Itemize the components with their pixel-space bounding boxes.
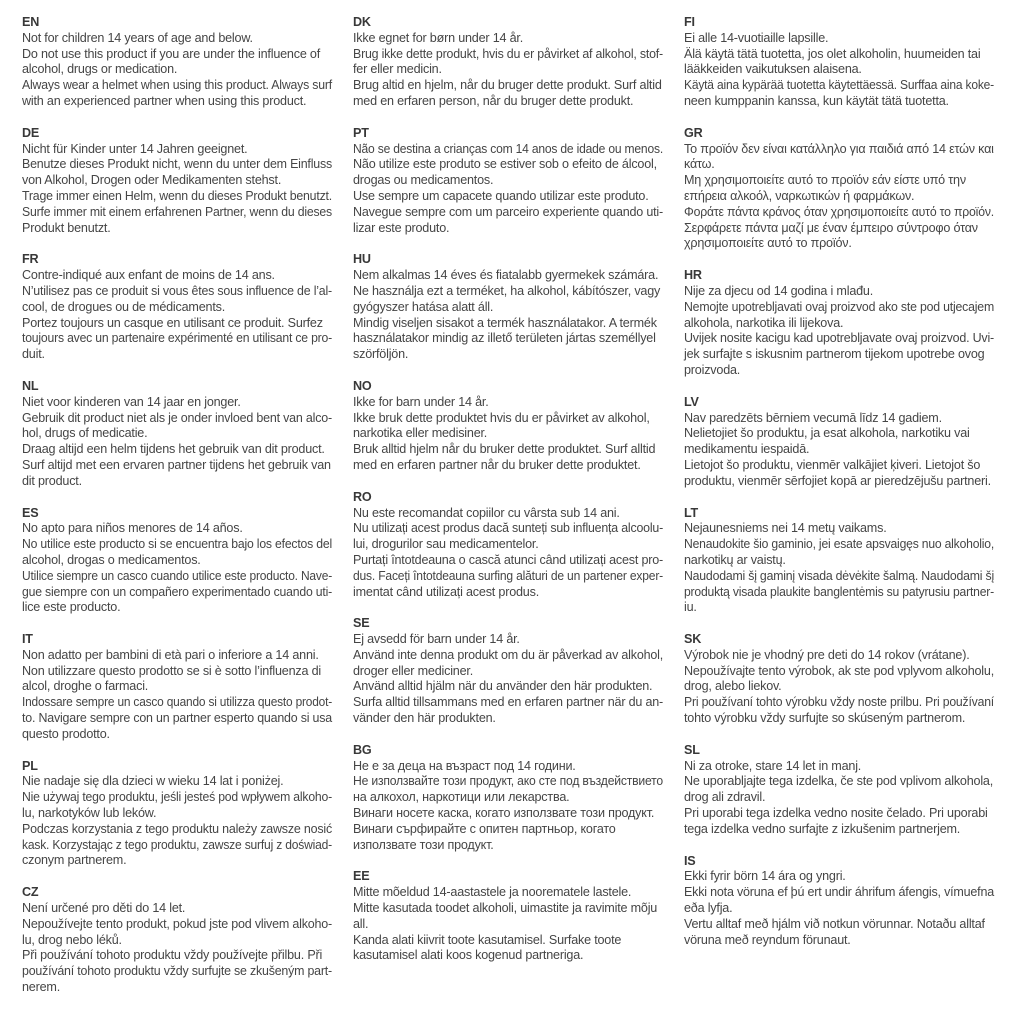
language-code: SE <box>353 616 370 631</box>
text-line: lizar este produto. <box>353 220 450 235</box>
text-line: Kanda alati kiivrit toote kasutamisel. Surfake toote <box>353 932 622 947</box>
language-block-ee <box>353 869 663 964</box>
text-line: επήρεια αλκοόλ, ναρκωτικών ή φαρμάκων. <box>684 188 915 203</box>
text-line: alkohola, narkotika ili lijekova. <box>684 315 844 330</box>
text-line: Ei alle 14-vuotiaille lapsille. <box>684 30 829 45</box>
text-line: med en erfaren person, når du bruger dette produkt. <box>353 93 634 108</box>
text-line: Σερφάρετε πάντα μαζί με έναν έμπειρο σύντροφο όταν <box>684 220 978 235</box>
text-line: produktu, vienmēr sērfojiet kopā ar pieredzējušu partneri. <box>684 473 991 488</box>
text-line: eða lyfja. <box>684 901 733 916</box>
language-code: LV <box>684 394 699 409</box>
text-line: med en erfaren partner når du bruker dette produktet. <box>353 457 641 472</box>
text-line: Ni za otroke, stare 14 let in manj. <box>684 758 862 773</box>
text-line: Podczas korzystania z tego produktu należy zawsze nosić <box>22 821 333 836</box>
language-block-nl <box>22 379 332 490</box>
language-code: HU <box>353 252 371 267</box>
language-code: ES <box>22 505 39 520</box>
text-line: Portez toujours un casque en utilisant ce produit. Surfez <box>22 315 323 330</box>
language-code: HR <box>684 268 702 283</box>
text-line: κάτω. <box>684 157 715 172</box>
text-line: kask. Korzystając z tego produktu, zawsze surfuj z doświad- <box>22 837 332 852</box>
language-code: IS <box>684 853 696 868</box>
text-line: with an experienced partner when using this product. <box>22 93 307 108</box>
text-line: tega izdelka vedno surfajte z izkušenim partnerjem. <box>684 821 961 836</box>
language-block-bg <box>353 743 663 854</box>
language-code: LT <box>684 505 699 520</box>
text-line: von Alkohol, Drogen oder Medikamenten stehst. <box>22 173 282 188</box>
language-block-se <box>353 616 663 727</box>
text-line: Není určené pro děti do 14 let. <box>22 901 186 916</box>
text-line: Nu utilizați acest produs dacă sunteți sub influența alcoolu- <box>353 521 664 536</box>
language-code: FI <box>684 15 695 29</box>
language-code: PT <box>353 125 369 140</box>
text-line: Pri používaní tohto výrobku vždy noste prilbu. Pri používaní <box>684 695 995 710</box>
language-block-sk <box>684 632 994 727</box>
column-3 <box>684 15 994 1024</box>
text-line: alcohol, drogas o medicamentos. <box>22 552 201 567</box>
text-line: cool, de drogues ou de médicaments. <box>22 299 226 314</box>
text-line: Při používání tohoto produktu vždy používejte přilbu. Při <box>22 948 323 963</box>
text-line: Nije za djecu od 14 godina i mlađu. <box>684 283 874 298</box>
text-line: Винаги сърфирайте с опитен партньор, когато <box>353 821 616 836</box>
language-code: PL <box>22 758 38 773</box>
language-code: CZ <box>22 885 39 900</box>
text-line: Винаги носете каска, когато използвате този продукт. <box>353 806 655 821</box>
text-line: Не е за деца на възраст под 14 години. <box>353 758 576 773</box>
text-line: Naudodami šį gaminį visada dėvėkite šalmą. Naudodami šį <box>684 568 994 583</box>
text-line: Niet voor kinderen van 14 jaar en jonger. <box>22 394 241 409</box>
text-line: proizvoda. <box>684 362 741 377</box>
text-line: Μη χρησιμοποιείτε αυτό το προϊόν εάν είστε υπό την <box>684 173 966 188</box>
text-line: Produkt benutzt. <box>22 220 111 235</box>
text-line: Mitte kasutada toodet alkoholi, uimastite ja ravimite mõju <box>353 901 658 916</box>
text-line: Lietojot šo produktu, vienmēr valkājiet ķiveri. Lietojot šo <box>684 457 981 472</box>
language-block-hu <box>353 252 663 363</box>
language-block-ro <box>353 490 663 601</box>
language-code: EN <box>22 15 40 29</box>
text-line: Pri uporabi tega izdelka vedno nosite čelado. Pri uporabi <box>684 806 988 821</box>
text-line: Do not use this product if you are under the influence of <box>22 46 321 61</box>
language-block-fr <box>22 252 332 363</box>
text-line: dus. Faceți întotdeauna surfing alături de un partener exper- <box>353 568 663 583</box>
text-line: Benutze dieses Produkt nicht, wenn du unter dem Einfluss <box>22 157 332 172</box>
text-line: hol, drugs of medicatie. <box>22 426 148 441</box>
text-line: Purtați întotdeauna o cască atunci când utilizați acest pro- <box>353 552 663 567</box>
text-line: drog, alebo liekov. <box>684 679 782 694</box>
text-line: Nu este recomandat copiilor cu vârsta sub 14 ani. <box>353 505 620 520</box>
text-line: Nepoužívejte tento produkt, pokud jste pod vlivem alkoho- <box>22 916 333 931</box>
text-line: Surfe immer mit einem erfahrenen Partner, wenn du dieses <box>22 204 332 219</box>
text-line: Utilice siempre un casco cuando utilice este producto. Nave- <box>22 568 333 583</box>
text-line: alcohol, drugs or medication. <box>22 62 178 77</box>
text-line: lääkkeiden vaikutuksen alaisena. <box>684 62 862 77</box>
text-line: Ne uporabljajte tega izdelka, če ste pod vplivom alkohola, <box>684 774 994 789</box>
text-line: vöruna með reyndum förunaut. <box>684 932 851 947</box>
text-line: produktą visada plaukite banglentėmis su patyrusiu partner- <box>684 584 994 599</box>
language-code: IT <box>22 632 33 647</box>
text-line: používání tohoto produktu vždy surfujte se zkušeným part- <box>22 964 332 979</box>
text-line: all. <box>353 916 369 931</box>
text-line: to. Navigare sempre con un partner esperto quando si usa <box>22 711 333 726</box>
text-line: Älä käytä tätä tuotetta, jos olet alkoholin, huumeiden tai <box>684 46 981 61</box>
language-code: SL <box>684 742 700 757</box>
language-code: DE <box>22 125 40 140</box>
text-line: Mindig viseljen sisakot a termék használatakor. A termék <box>353 315 657 330</box>
text-line: neen kumppanin kanssa, kun käytät tätä tuotetta. <box>684 93 949 108</box>
text-line: Contre-indiqué aux enfant de moins de 14 ans. <box>22 268 275 283</box>
text-line: Nav paredzēts bērniem vecumā līdz 14 gadiem. <box>684 410 942 425</box>
language-code: RO <box>353 489 372 504</box>
text-line: No utilice este producto si se encuentra bajo los efectos del <box>22 537 332 552</box>
text-line: Ne használja ezt a terméket, ha alkohol, kábítószer, vagy <box>353 283 661 298</box>
text-line: gue siempre con un compañero experimentado cuando uti- <box>22 584 333 599</box>
text-line: на алкохол, наркотици или лекарства. <box>353 790 570 805</box>
text-line: Не използвайте този продукт, ако сте под въздействието <box>353 774 663 789</box>
text-line: Não utilize este produto se estiver sob o efeito de álcool, <box>353 157 657 172</box>
text-line: Använd alltid hjälm när du använder den här produkten. <box>353 679 653 694</box>
text-line: alcol, droghe o farmaci. <box>22 679 149 694</box>
text-line: Ekki fyrir börn 14 ára og yngri. <box>684 869 846 884</box>
text-line: lu, drog nebo léků. <box>22 932 122 947</box>
text-line: Brug ikke dette produkt, hvis du er påvirket af alkohol, stof- <box>353 46 663 61</box>
text-line: Το προϊόν δεν είναι κατάλληλο για παιδιά από 14 ετών και <box>684 141 994 156</box>
text-line: Nie nadaje się dla dzieci w wieku 14 lat i poniżej. <box>22 774 284 789</box>
text-line: jek surfajte s iskusnim partnerom tijekom upotrebe ovog <box>684 347 985 362</box>
text-line: Nie używaj tego produktu, jeśli jesteś pod wpływem alkoho- <box>22 790 333 805</box>
text-line: Always wear a helmet when using this product. Always surf <box>22 78 333 93</box>
language-block-lv <box>684 395 994 490</box>
text-line: Ej avsedd för barn under 14 år. <box>353 632 520 647</box>
text-line: questo prodotto. <box>22 726 110 741</box>
text-line: Mitte mõeldud 14-aastastele ja noorematele lastele. <box>353 885 632 900</box>
text-line: narkotikų ar vaistų. <box>684 552 786 567</box>
text-line: Non utilizzare questo prodotto se si è sotto l’influenza di <box>22 663 322 678</box>
language-block-en <box>22 15 332 110</box>
text-line: Indossare sempre un casco quando si utilizza questo prodot- <box>22 695 333 710</box>
language-block-lt <box>684 506 994 617</box>
language-code: NL <box>22 378 39 393</box>
text-line: N’utilisez pas ce produit si vous êtes sous influence de l’al- <box>22 283 332 298</box>
text-line: fer eller medicin. <box>353 62 442 77</box>
language-block-it <box>22 632 332 743</box>
text-line: Gebruik dit product niet als je onder invloed bent van alco- <box>22 410 332 425</box>
text-line: използвате този продукт. <box>353 837 494 852</box>
text-line: Nelietojiet šo produktu, ja esat alkohola, narkotiku vai <box>684 426 970 441</box>
language-block-hr <box>684 268 994 379</box>
text-line: No apto para niños menores de 14 años. <box>22 521 243 536</box>
text-line: Surfa alltid tillsammans med en erfaren partner när du an- <box>353 695 663 710</box>
language-block-cz <box>22 885 332 996</box>
text-line: Draag altijd een helm tijdens het gebruik van dit product. <box>22 442 325 457</box>
text-line: medikamentu iespaidā. <box>684 442 810 457</box>
text-line: Ikke bruk dette produktet hvis du er påvirket av alkohol, <box>353 410 650 425</box>
text-line: használatakor mindig az illető területen jártas személlyel <box>353 331 656 346</box>
language-code: DK <box>353 15 371 29</box>
language-code: BG <box>353 742 372 757</box>
language-code: SK <box>684 632 702 647</box>
text-line: Výrobok nie je vhodný pre deti do 14 rokov (vrátane). <box>684 647 970 662</box>
text-line: Navegue sempre com um parceiro experiente quando uti- <box>353 204 663 219</box>
language-block-pt <box>353 126 663 237</box>
text-line: χρησιμοποιείτε αυτό το προϊόν. <box>684 236 852 251</box>
text-line: tohto výrobku vždy surfujte so skúseným partnerom. <box>684 711 966 726</box>
language-code: NO <box>353 378 372 393</box>
language-code: GR <box>684 125 703 140</box>
language-block-pl <box>22 759 332 870</box>
text-line: Use sempre um capacete quando utilizar este produto. <box>353 188 649 203</box>
text-line: Trage immer einen Helm, wenn du dieses Produkt benutzt. <box>22 188 332 203</box>
language-code: FR <box>22 252 39 267</box>
text-line: dit product. <box>22 473 82 488</box>
language-block-de <box>22 126 332 237</box>
text-line: Käytä aina kypärää tuotetta käytettäessä. Surffaa aina koke- <box>684 78 995 93</box>
text-line: Nenaudokite šio gaminio, jei esate apsvaigęs nuo alkoholio, <box>684 537 995 552</box>
text-line: Nem alkalmas 14 éves és fiatalabb gyermekek számára. <box>353 268 659 283</box>
language-block-fi <box>684 15 994 110</box>
text-line: Brug altid en hjelm, når du bruger dette produkt. Surf altid <box>353 78 662 93</box>
text-line: Nepoužívajte tento výrobok, ak ste pod vplyvom alkoholu, <box>684 663 995 678</box>
text-line: Not for children 14 years of age and below. <box>22 30 253 45</box>
text-line: Nicht für Kinder unter 14 Jahren geeignet. <box>22 141 248 156</box>
text-line: Surf altijd met een ervaren partner tijdens het gebruik van <box>22 457 331 472</box>
column-2 <box>353 15 663 1024</box>
text-line: czonym partnerem. <box>22 853 127 868</box>
text-line: gyógyszer hatása alatt áll. <box>353 299 494 314</box>
language-code: EE <box>353 869 370 884</box>
language-block-no <box>353 379 663 474</box>
text-line: imentat când utilizați acest produs. <box>353 584 540 599</box>
text-line: drog ali zdravil. <box>684 790 766 805</box>
language-block-dk <box>353 15 663 110</box>
text-line: nerem. <box>22 980 60 995</box>
text-line: Bruk alltid hjelm når du bruker dette produktet. Surf alltid <box>353 442 656 457</box>
text-line: Ekki nota vöruna ef þú ert undir áhrifum áfengis, vímuefna <box>684 885 994 900</box>
text-line: toujours avec un partenaire expérimenté en utilisant ce pro- <box>22 331 333 346</box>
text-line: drogas ou medicamentos. <box>353 173 494 188</box>
language-block-gr <box>684 126 994 252</box>
text-line: narkotika eller medisiner. <box>353 426 488 441</box>
text-line: Ikke egnet for børn under 14 år. <box>353 30 524 45</box>
text-line: Nejaunesniems nei 14 metų vaikams. <box>684 521 887 536</box>
text-line: duit. <box>22 347 45 362</box>
text-line: Vertu alltaf með hjálm við notkun vörunnar. Notaðu alltaf <box>684 916 985 931</box>
text-line: lu, narkotyków lub leków. <box>22 806 157 821</box>
text-line: Nemojte upotrebljavati ovaj proizvod ako ste pod utjecajem <box>684 299 994 314</box>
text-line: Använd inte denna produkt om du är påverkad av alkohol, <box>353 647 663 662</box>
text-line: Φοράτε πάντα κράνος όταν χρησιμοποιείτε αυτό το προϊόν. <box>684 204 994 219</box>
text-line: szörföljön. <box>353 347 409 362</box>
text-line: lui, drogurilor sau medicamentelor. <box>353 537 539 552</box>
language-block-sl <box>684 743 994 838</box>
text-line: droger eller mediciner. <box>353 663 473 678</box>
column-1 <box>22 15 332 1024</box>
text-line: Não se destina a crianças com 14 anos de idade ou menos. <box>353 141 663 156</box>
text-line: Ikke for barn under 14 år. <box>353 394 489 409</box>
text-line: iu. <box>684 600 697 615</box>
language-block-es <box>22 506 332 617</box>
text-line: Uvijek nosite kacigu kad upotrebljavate ovaj proizvod. Uvi- <box>684 331 994 346</box>
text-line: lice este producto. <box>22 600 121 615</box>
text-line: vänder den här produkten. <box>353 711 496 726</box>
text-line: Non adatto per bambini di età pari o inferiore a 14 anni. <box>22 647 319 662</box>
language-block-is <box>684 854 994 949</box>
text-line: kasutamisel alati koos kogenud partneriga. <box>353 948 584 963</box>
